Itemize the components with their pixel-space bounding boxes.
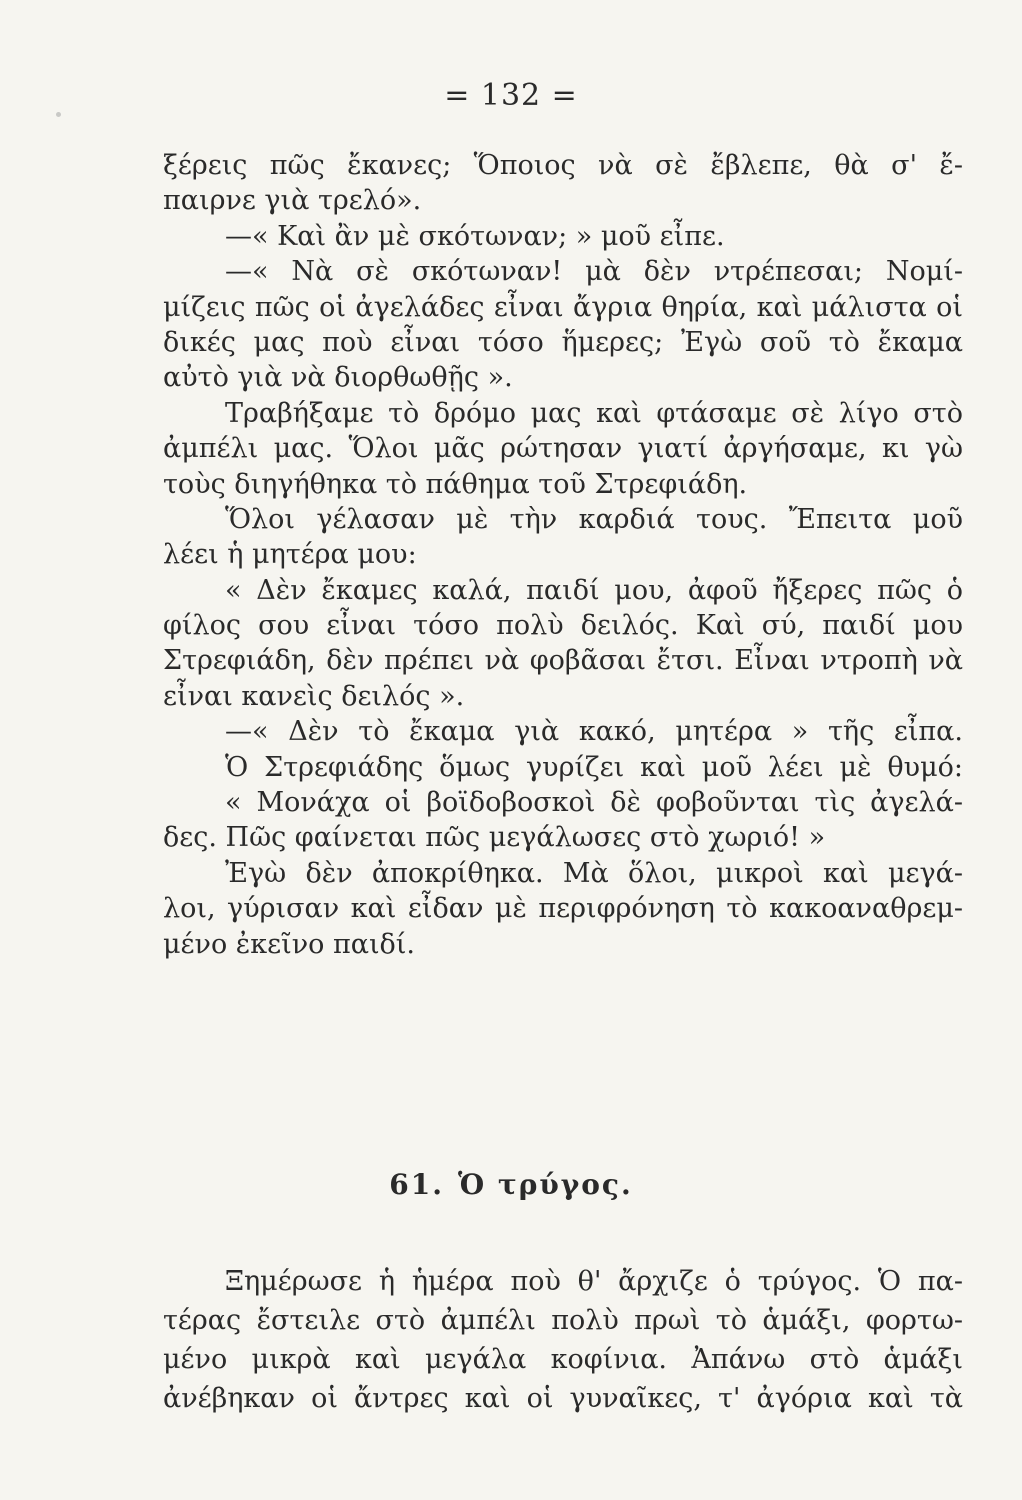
text-line: τοὺς διηγήθηκα τὸ πάθημα τοῦ Στρεφιάδη. bbox=[163, 468, 748, 500]
text-line: ἀμπέλι μας. Ὅλοι μᾶς ρώτησαν γιατί ἀργήσαμε, κι γὼ bbox=[163, 433, 963, 465]
text-line: λοι, γύρισαν καὶ εἶδαν μὲ περιφρόνηση τὸ κακοαναθρεμ- bbox=[163, 893, 963, 925]
text-line: μένο μικρὰ καὶ μεγάλα κοφίνια. Ἀπάνω στὸ ἁμάξι bbox=[163, 1344, 963, 1375]
text-line: Ὅλοι γέλασαν μὲ τὴν καρδιά τους. Ἔπειτα μοῦ bbox=[225, 503, 963, 535]
text-line: λέει ἡ μητέρα μου: bbox=[163, 539, 417, 571]
text-line: Ὁ Στρεφιάδης ὅμως γυρίζει καὶ μοῦ λέει μὲ θυμό: bbox=[225, 751, 963, 783]
section-text bbox=[163, 1262, 963, 1418]
text-line: τέρας ἔστειλε στὸ ἀμπέλι πολὺ πρωὶ τὸ ἁμάξι, φορτω- bbox=[163, 1305, 963, 1336]
section-heading bbox=[0, 1168, 1022, 1201]
text-line: ξέρεις πῶς ἔκανες; Ὅποιος νὰ σὲ ἔβλεπε, θὰ σ' ἔ- bbox=[163, 150, 963, 181]
text-line: παιρνε γιὰ τρελό». bbox=[163, 185, 422, 217]
text-line: « Μονάχα οἱ βοϊδοβοσκοὶ δὲ φοβοῦνται τὶς ἀγελά- bbox=[225, 787, 963, 819]
text-line: ἀνέβηκαν οἱ ἄντρες καὶ οἱ γυναῖκες, τ' ἀγόρια καὶ τὰ bbox=[163, 1383, 963, 1414]
text-line: δικές μας ποὺ εἶναι τόσο ἥμερες; Ἐγὼ σοῦ τὸ ἔκαμα bbox=[163, 326, 963, 358]
text-line: —« Καὶ ἂν μὲ σκότωναν; » μοῦ εἶπε. bbox=[225, 220, 725, 252]
text-line: —« Δὲν τὸ ἔκαμα γιὰ κακό, μητέρα » τῆς εἶπα. bbox=[225, 716, 963, 748]
text-line: « Δὲν ἔκαμες καλά, παιδί μου, ἀφοῦ ἤξερες πῶς ὁ bbox=[225, 574, 963, 606]
page-number: = 132 = bbox=[444, 78, 578, 113]
text-line: μίζεις πῶς οἱ ἀγελάδες εἶναι ἄγρια θηρία, καὶ μάλιστα οἱ bbox=[163, 291, 963, 323]
text-line: φίλος σου εἶναι τόσο πολὺ δειλός. Καὶ σύ, παιδί μου bbox=[163, 610, 963, 642]
text-line: Ξημέρωσε ἡ ἡμέρα ποὺ θ' ἄρχιζε ὁ τρύγος. Ὁ πα- bbox=[225, 1266, 963, 1297]
text-line: Στρεφιάδη, δὲν πρέπει νὰ φοβᾶσαι ἔτσι. Εἶναι ντροπὴ νὰ bbox=[163, 645, 963, 677]
section-number: 61. bbox=[389, 1168, 444, 1201]
text-line: δες. Πῶς φαίνεται πῶς μεγάλωσες στὸ χωριό! » bbox=[163, 822, 826, 854]
text-line: Τραβήξαμε τὸ δρόμο μας καὶ φτάσαμε σὲ λίγο στὸ bbox=[225, 397, 963, 429]
text-line: μένο ἐκεῖνο παιδί. bbox=[163, 928, 415, 960]
section-title: Ὁ τρύγος. bbox=[457, 1168, 633, 1201]
text-line: εἶναι κανεὶς δειλός ». bbox=[163, 680, 465, 712]
text-line: αὐτὸ γιὰ νὰ διορθωθῇς ». bbox=[163, 362, 513, 394]
text-line: Ἐγὼ δὲν ἀποκρίθηκα. Μὰ ὅλοι, μικροὶ καὶ μεγά- bbox=[225, 857, 963, 889]
text-line: —« Νὰ σὲ σκότωναν! μὰ δὲν ντρέπεσαι; Νομί- bbox=[225, 256, 963, 288]
body-text bbox=[163, 148, 963, 962]
